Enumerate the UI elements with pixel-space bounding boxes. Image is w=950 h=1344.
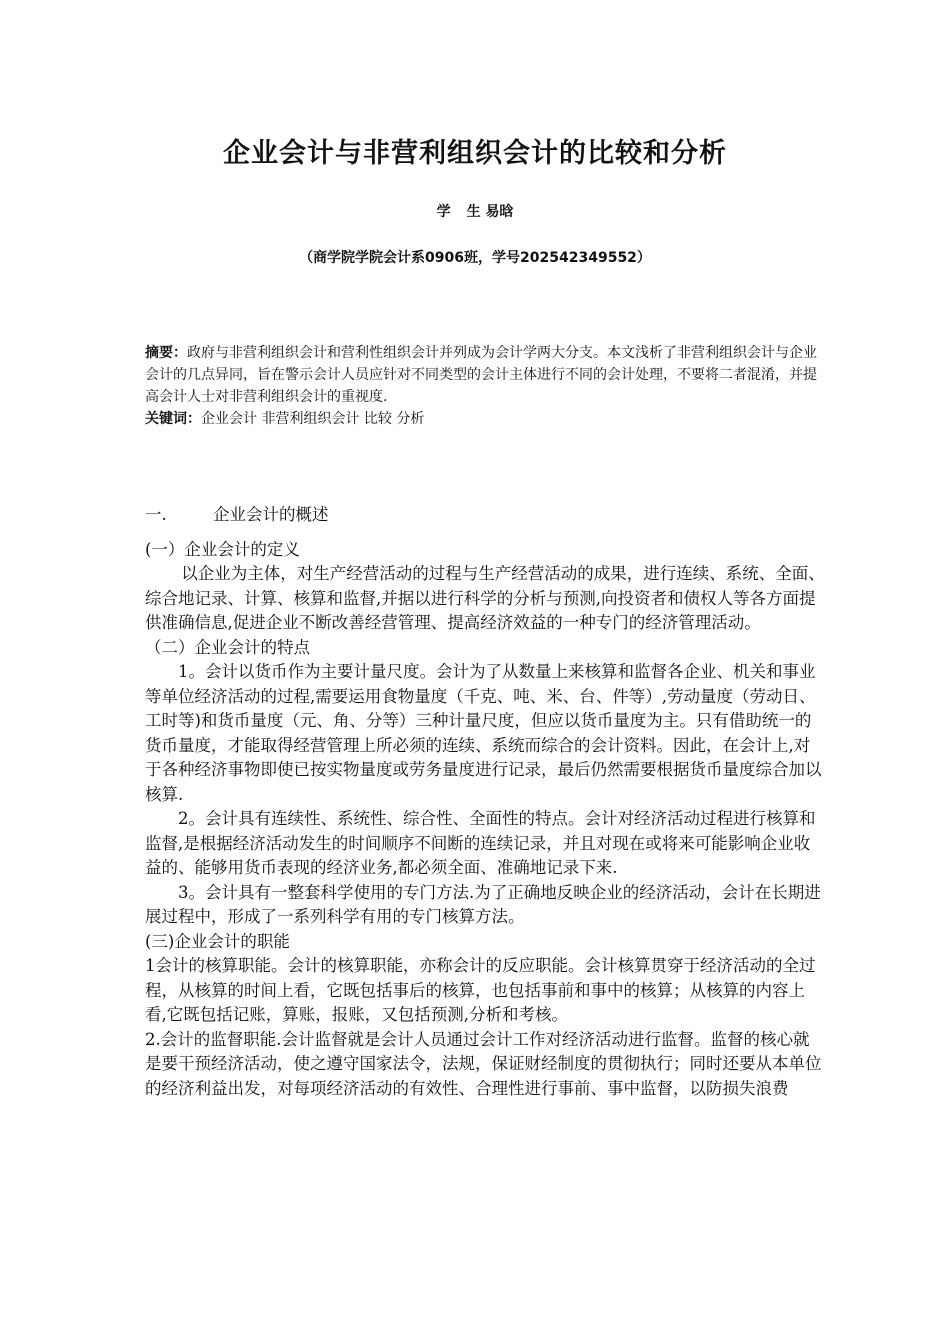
author-line xyxy=(0,201,950,221)
section-number: 一. xyxy=(145,505,167,524)
subsection-heading-3: (三)企业会计的职能 xyxy=(145,931,290,951)
affiliation: （商学院学院会计系0906班，学号202542349552） xyxy=(299,250,651,266)
body-text xyxy=(145,503,825,1101)
keywords-text: 企业会计 非营利组织会计 比较 分析 xyxy=(201,411,425,427)
paragraph-feature-3: 3。会计具有一整套科学使用的专门方法.为了正确地反映企业的经济活动，会计在长期进展过程中，形成了一系列科学有用的专门核算方法。 xyxy=(145,882,821,926)
keywords-label: 关键词： xyxy=(145,411,201,427)
paragraph-feature-1: 1。会计以货币作为主要计量尺度。会计为了从数量上来核算和监督各企业、机关和事业等单位经济活动的过程,需要运用食物量度（千克、吨、米、台、件等）,劳动量度（劳动日、工时等)和货币量度（元、角、分等）三种计量尺度，但应以货币量度为主。只有借助统一的货币量度，才能取得经营管理上所必须的连续、系统而综合的会计资料。因此，在会计上,对于各种经济事物即使已按实物量度或劳务量度进行记录，最后仍然需要根据货币量度综合加以核算. xyxy=(145,662,822,804)
author-label-b: 生 xyxy=(466,204,481,220)
paper-title: 企业会计与非营利组织会计的比较和分析 xyxy=(223,138,727,169)
abstract-label: 摘要： xyxy=(145,345,187,361)
paragraph-function-1: 1会计的核算职能。会计的核算职能，亦称会计的反应职能。会计核算贯穿于经济活动的全过程，从核算的时间上看，它既包括事后的核算，也包括事前和事中的核算；从核算的内容上看,它既包括记账，算账，报账，又包括预测,分析和考核。 xyxy=(145,956,816,1024)
abstract-block xyxy=(145,342,817,430)
paragraph-feature-2: 2。会计具有连续性、系统性、综合性、全面性的特点。会计对经济活动过程进行核算和监督,是根据经济活动发生的时间顺序不间断的连续记录，并且对现在或将来可能影响企业收益的、能够用货币表现的经济业务,都必须全面、准确地记录下来. xyxy=(145,809,816,877)
subsection-heading-1: (一）企业会计的定义 xyxy=(145,539,300,559)
keywords xyxy=(145,408,817,430)
abstract xyxy=(145,342,817,408)
abstract-text: 政府与非营利组织会计和营利性组织会计并列成为会计学两大分支。本文浅析了非营利组织会计与企业会计的几点异同，旨在警示会计人员应针对不同类型的会计主体进行不同的会计处理，不要将二者混淆，并提高会计人士对非营利组织会计的重视度. xyxy=(145,345,817,405)
section-heading xyxy=(145,503,825,528)
subsection-heading-2: （二）企业会计的特点 xyxy=(145,637,310,657)
section-title: 企业会计的概述 xyxy=(213,505,329,524)
paragraph-definition: 以企业为主体，对生产经营活动的过程与生产经营活动的成果，进行连续、系统、全面、综合地记录、计算、核算和监督,并据以进行科学的分析与预测,向投资者和债权人等各方面提供准确信息,促进企业不断改善经营管理、提高经济效益的一种专门的经济管理活动。 xyxy=(145,564,825,632)
author-name: 易晗 xyxy=(485,204,514,220)
author-label-a: 学 xyxy=(436,204,451,220)
paragraph-function-2: 2.会计的监督职能.会计监督就是会计人员通过会计工作对经济活动进行监督。监督的核心就是要干预经济活动，使之遵守国家法令，法规，保证财经制度的贯彻执行；同时还要从本单位的经济利益出发，对每项经济活动的有效性、合理性进行事前、事中监督，以防损失浪费 xyxy=(145,1029,822,1098)
